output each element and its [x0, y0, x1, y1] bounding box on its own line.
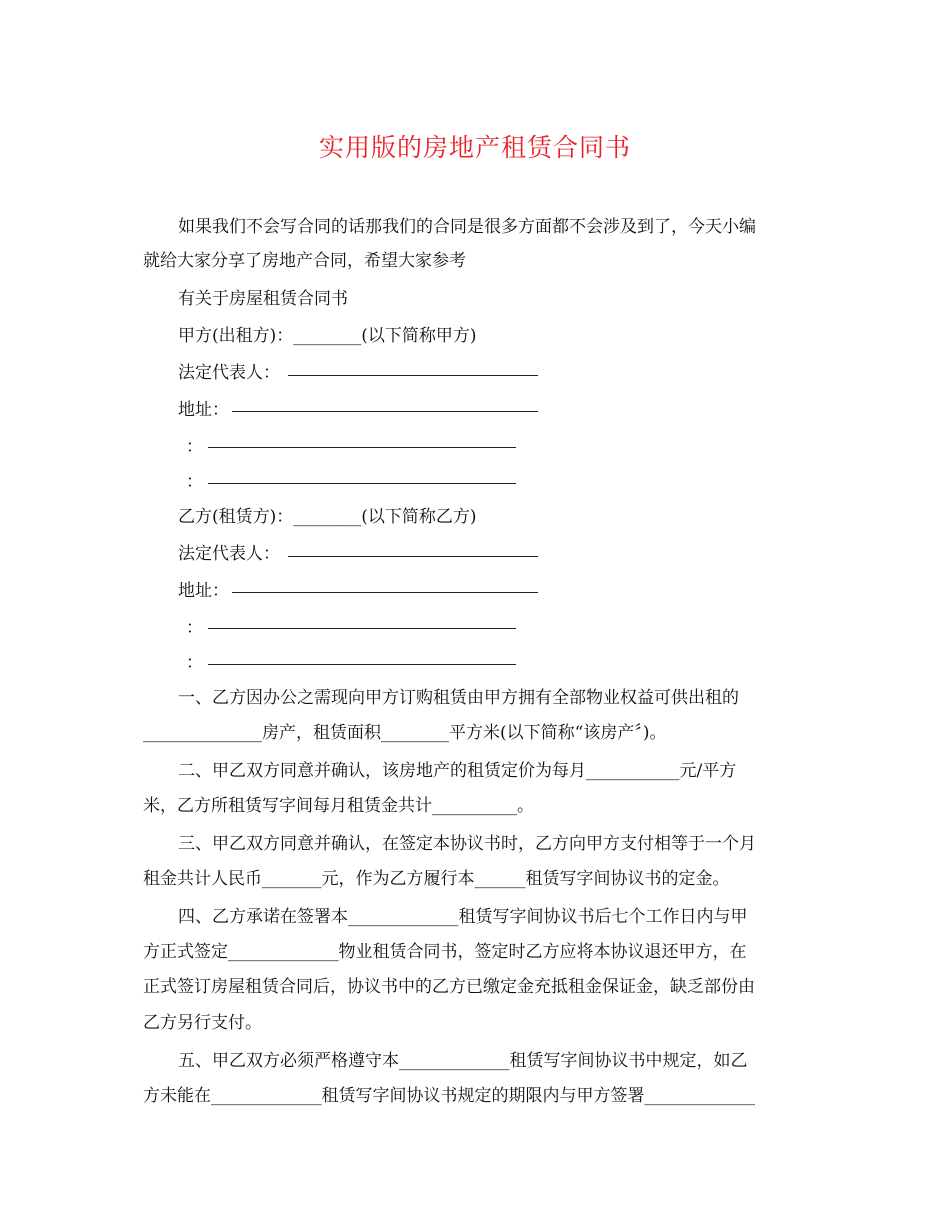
clause-1-line-1: 一、乙方因办公之需现向甲方订购租赁由甲方拥有全部物业权益可供出租的 [178, 688, 739, 708]
party-a-addr-label: 地址： [178, 400, 229, 420]
clause-4-line-2: 方正式签定_____________物业租赁合同书，签定时乙方应将本协议退还甲方，在 [143, 942, 747, 962]
clause-5-line-1: 五、甲乙双方必须严格遵守本_____________租赁写字间协议书中规定，如乙 [178, 1051, 748, 1071]
party-b-extra2-label: ： [186, 653, 203, 673]
clause-2-line-1: 二、甲乙双方同意并确认，该房地产的租赁定价为每月___________元/平方 [178, 761, 737, 781]
party-b-extra2-blank [208, 664, 516, 665]
party-a-rep-blank [288, 375, 538, 376]
party-a-addr-blank [232, 411, 538, 412]
party-a-extra2-blank [208, 483, 516, 484]
party-b-rep-blank [288, 556, 538, 557]
party-a-extra1-blank [208, 447, 516, 448]
party-a-extra2-label: ： [186, 472, 203, 492]
intro-line-1: 如果我们不会写合同的话那我们的合同是很多方面都不会涉及到了，今天小编 [178, 217, 756, 237]
section-heading: 有关于房屋租赁合同书 [178, 289, 348, 309]
party-b-addr-blank [232, 592, 538, 593]
clause-1-line-2: ______________房产，租赁面积________平方米(以下简称“该房产〞)。 [143, 723, 667, 743]
clause-3-line-2: 租金共计人民币_______元，作为乙方履行本______租赁写字间协议书的定金。 [143, 869, 730, 889]
party-b-addr-label: 地址： [178, 581, 229, 601]
clause-2-line-2: 米，乙方所租赁写字间每月租赁金共计__________。 [143, 796, 534, 816]
intro-line-2: 就给大家分享了房地产合同，希望大家参考 [143, 251, 466, 271]
clause-4-line-1: 四、乙方承诺在签署本_____________租赁写字间协议书后七个工作日内与甲 [178, 907, 748, 927]
clause-4-line-4: 乙方另行支付。 [143, 1013, 262, 1033]
party-b-name: 乙方(租赁方)：________(以下简称乙方) [178, 507, 477, 527]
party-a-rep-label: 法定代表人： [178, 363, 280, 383]
party-b-rep-label: 法定代表人： [178, 544, 280, 564]
clause-3-line-1: 三、甲乙双方同意并确认，在签定本协议书时，乙方向甲方支付相等于一个月 [178, 834, 756, 854]
party-a-name: 甲方(出租方)：________(以下简称甲方) [178, 326, 477, 346]
document-title: 实用版的房地产租赁合同书 [318, 133, 631, 162]
clause-4-line-3: 正式签订房屋租赁合同后，协议书中的乙方已缴定金充抵租金保证金，缺乏部份由 [143, 977, 755, 997]
party-b-extra1-blank [208, 628, 516, 629]
party-a-extra1-label: ： [186, 437, 203, 457]
party-b-extra1-label: ： [186, 618, 203, 638]
clause-5-line-2: 方未能在_____________租赁写字间协议书规定的期限内与甲方签署_____________ [143, 1086, 755, 1106]
